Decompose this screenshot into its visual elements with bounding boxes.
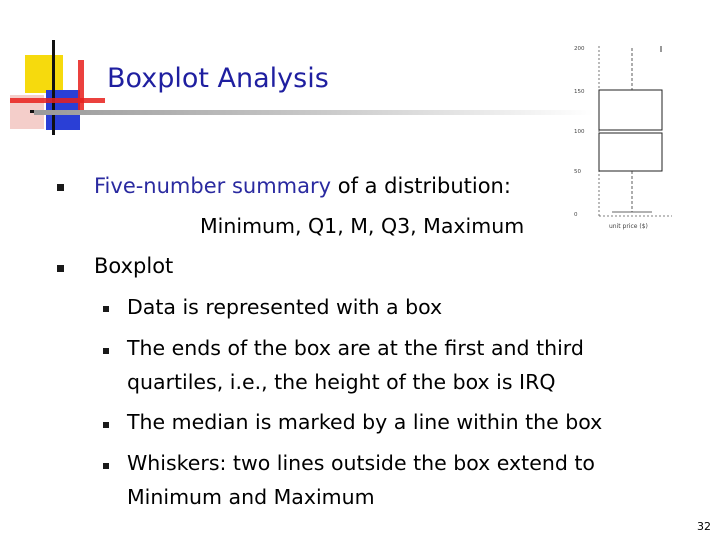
sub-bullet-whiskers-line1: Whiskers: two lines outside the box extend to bbox=[127, 451, 595, 475]
sub-bullet-ends-line2: quartiles, i.e., the height of the box is IRQ bbox=[127, 370, 556, 394]
sub-bullet-marker bbox=[103, 348, 109, 354]
sub-bullet-marker bbox=[103, 306, 109, 312]
sub-bullet-box: Data is represented with a box bbox=[127, 295, 443, 319]
sub-bullet-marker bbox=[103, 463, 109, 469]
page-number: 32 bbox=[697, 520, 711, 533]
five-number-list: Minimum, Q1, M, Q3, Maximum bbox=[200, 214, 525, 238]
bullet-boxplot: Boxplot bbox=[94, 254, 174, 278]
bullet-text: of a distribution: bbox=[331, 174, 511, 198]
boxplot-figure bbox=[572, 38, 672, 238]
sub-bullet-marker bbox=[103, 422, 109, 428]
title-rule bbox=[34, 110, 594, 115]
sub-bullet-ends-line1: The ends of the box are at the first and third bbox=[127, 336, 584, 360]
tick-label: 150 bbox=[574, 89, 585, 95]
bullet-highlight: Five-number summary bbox=[94, 174, 332, 198]
tick-label: 50 bbox=[574, 169, 581, 175]
slide-title: Boxplot Analysis bbox=[107, 63, 329, 94]
tick-label: 100 bbox=[574, 129, 585, 135]
sub-bullet-whiskers-line2: Minimum and Maximum bbox=[127, 485, 375, 509]
bullet-five-number-summary bbox=[94, 174, 511, 198]
tick-label: 0 bbox=[574, 212, 578, 218]
bullet-marker bbox=[57, 265, 64, 272]
tick-label: 200 bbox=[574, 46, 585, 52]
sub-bullet-median: The median is marked by a line within the box bbox=[127, 410, 603, 434]
x-axis-label: unit price ($) bbox=[609, 223, 648, 230]
bullet-marker bbox=[57, 184, 64, 191]
